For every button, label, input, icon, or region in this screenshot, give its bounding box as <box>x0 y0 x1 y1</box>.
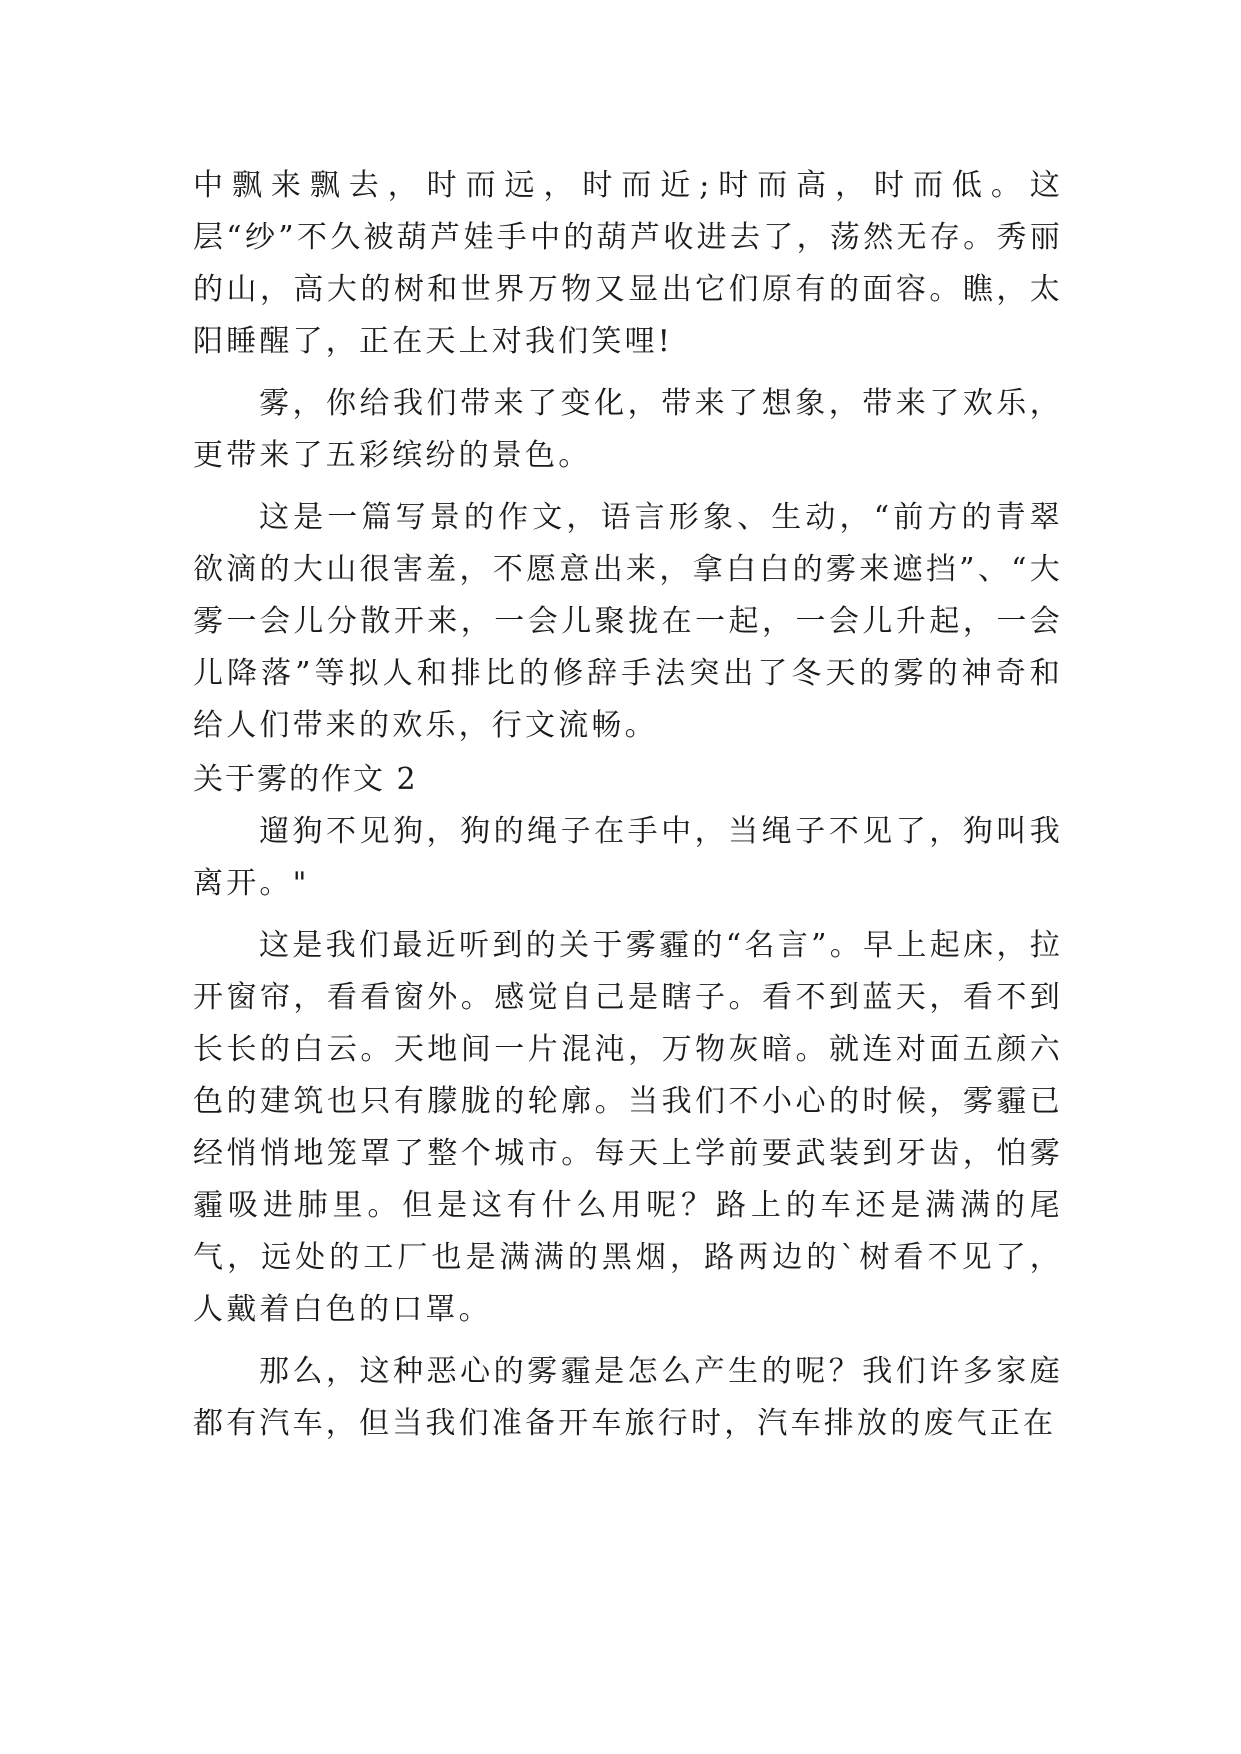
paragraph-5: 这是我们最近听到的关于雾霾的“名言”。早上起床，拉开窗帘，看看窗外。感觉自己是瞎子。看不到蓝天，看不到长长的白云。天地间一片混沌，万物灰暗。就连对面五颜六色的建筑也只有朦胧的轮廓。当我们不小心的时候，雾霾已经悄悄地笼罩了整个城市。每天上学前要武装到牙齿，怕雾霾吸进肺里。但是这有什么用呢？路上的车还是满满的尾气，远处的工厂也是满满的黑烟，路两边的`树看不见了，人戴着白色的口罩。 <box>193 928 1063 1327</box>
paragraph-4: 遛狗不见狗，狗的绳子在手中，当绳子不见了，狗叫我离开。" <box>193 814 1063 901</box>
section-heading: 关于雾的作文 2 <box>193 762 418 797</box>
paragraph-2: 雾，你给我们带来了变化，带来了想象，带来了欢乐，更带来了五彩缤纷的景色。 <box>193 386 1063 473</box>
paragraph-6: 那么，这种恶心的雾霾是怎么产生的呢？我们许多家庭都有汽车，但当我们准备开车旅行时，汽车排放的废气正在 <box>193 1354 1063 1441</box>
paragraph-1: 中飘来飘去，时而远，时而近;时而高，时而低。这层“纱”不久被葫芦娃手中的葫芦收进去了，荡然无存。秀丽的山，高大的树和世界万物又显出它们原有的面容。瞧，太阳睡醒了，正在天上对我们笑哩! <box>193 168 1063 359</box>
paragraph-3: 这是一篇写景的作文，语言形象、生动，“前方的青翠欲滴的大山很害羞，不愿意出来，拿白白的雾来遮挡”、“大雾一会儿分散开来，一会儿聚拢在一起，一会儿升起，一会儿降落”等拟人和排比的修辞手法突出了冬天的雾的神奇和给人们带来的欢乐，行文流畅。 <box>193 500 1063 743</box>
text-column <box>193 160 1063 1450</box>
